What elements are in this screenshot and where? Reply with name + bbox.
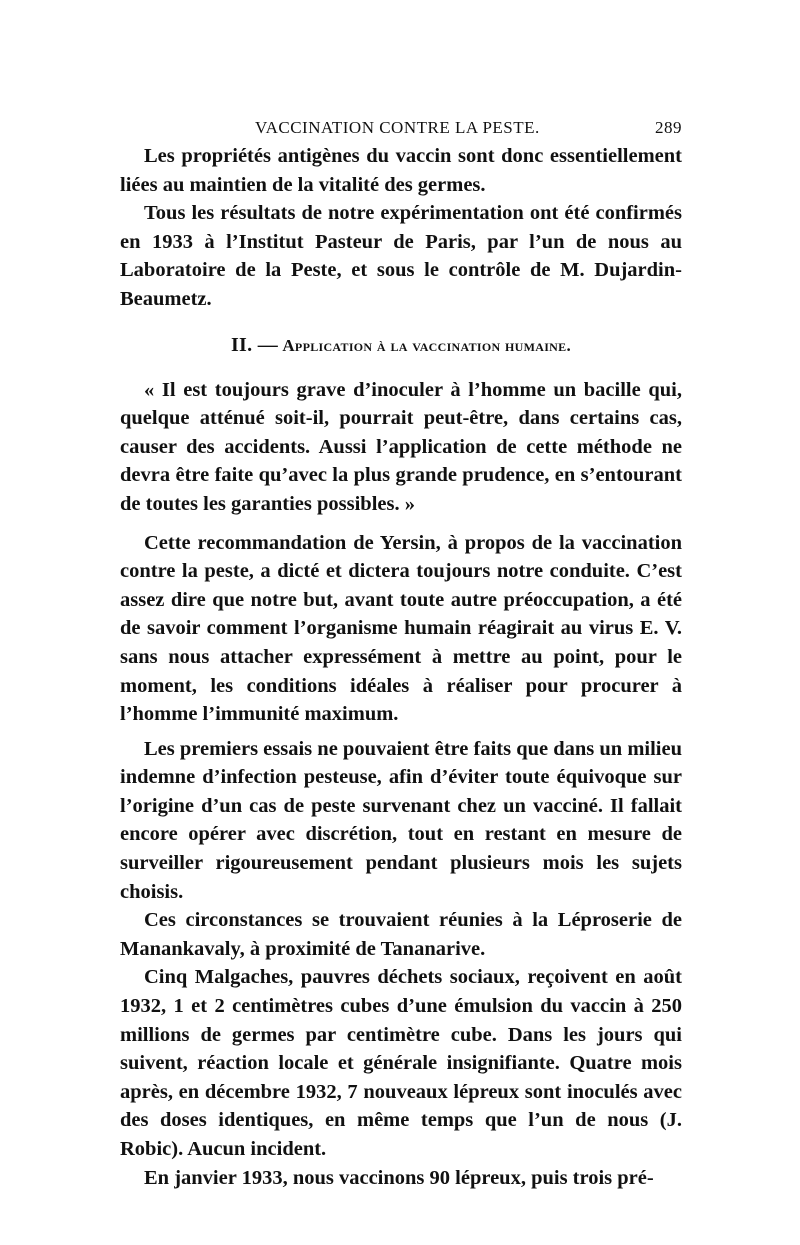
- page-number: 289: [655, 118, 682, 137]
- paragraph-confirmation-paris: Tous les résultats de notre expérimentation ont été confirmés en 1933 à l’Institut Pasteur de Paris, par l’un de nous au Laboratoire de la Peste, et sous le contrôle de M. Dujardin-Beaumetz.: [120, 202, 682, 310]
- paragraph-malagasy-subjects: Cinq Malgaches, pauvres déchets sociaux, reçoivent en août 1932, 1 et 2 centimètres cubes d’une émulsion du vaccin à 250 millions de germes par centimètre cube. Dans les jours qui suivent, réaction locale et générale insignifiante. Quatre mois après, en décembre 1932, 7 nouveaux lépreux sont inoculés avec des doses identiques, en même temps que l’un de nous (J. Robic). Aucun incident.: [120, 966, 682, 1160]
- section-number: II. —: [230, 333, 279, 356]
- paragraph-yersin-quote: « Il est toujours grave d’inoculer à l’homme un bacille qui, quelque atténué soit-il, pourrait peut-être, dans certains cas, causer des accidents. Aussi l’application de cette méthode ne devra être faite qu’avec la plus grande prudence, en s’entourant de toutes les garanties possibles. »: [120, 378, 682, 515]
- section-heading: [120, 334, 682, 357]
- paragraph-antigen-properties: Les propriétés antigènes du vaccin sont donc essentiellement liées au maintien de la vitalité des germes.: [120, 145, 682, 196]
- paragraph-first-trials: Les premiers essais ne pouvaient être faits que dans un milieu indemne d’infection pesteuse, afin d’éviter toute équivoque sur l’origine d’un cas de peste survenant chez un vacciné. Il fallait encore opérer avec discrétion, tout en restant en mesure de surveiller rigoureusement pendant plusieurs mois les sujets choisis.: [120, 737, 682, 903]
- paragraph-january-1933: En janvier 1933, nous vaccinons 90 lépreux, puis trois pré-: [144, 1166, 654, 1189]
- running-title: VACCINATION CONTRE LA PESTE.: [255, 118, 540, 137]
- paragraph-gap: [120, 519, 682, 529]
- running-head: [120, 112, 682, 142]
- paragraph-recommendation: Cette recommandation de Yersin, à propos de la vaccination contre la peste, a dicté et dictera toujours notre conduite. C’est assez dire que notre but, avant toute autre préoccupation, a été de savoir comment l’organisme humain réagirait au virus E. V. sans nous attacher expressément à mettre au point, pour le moment, les conditions idéales à réaliser pour procurer à l’homme l’immunité maximum.: [120, 531, 682, 726]
- book-page: [120, 112, 682, 1192]
- section-title: Application à la vaccination humaine.: [282, 335, 572, 355]
- paragraph-leproserie: Ces circonstances se trouvaient réunies à la Léproserie de Manankavaly, à proximité de Tananarive.: [120, 909, 682, 960]
